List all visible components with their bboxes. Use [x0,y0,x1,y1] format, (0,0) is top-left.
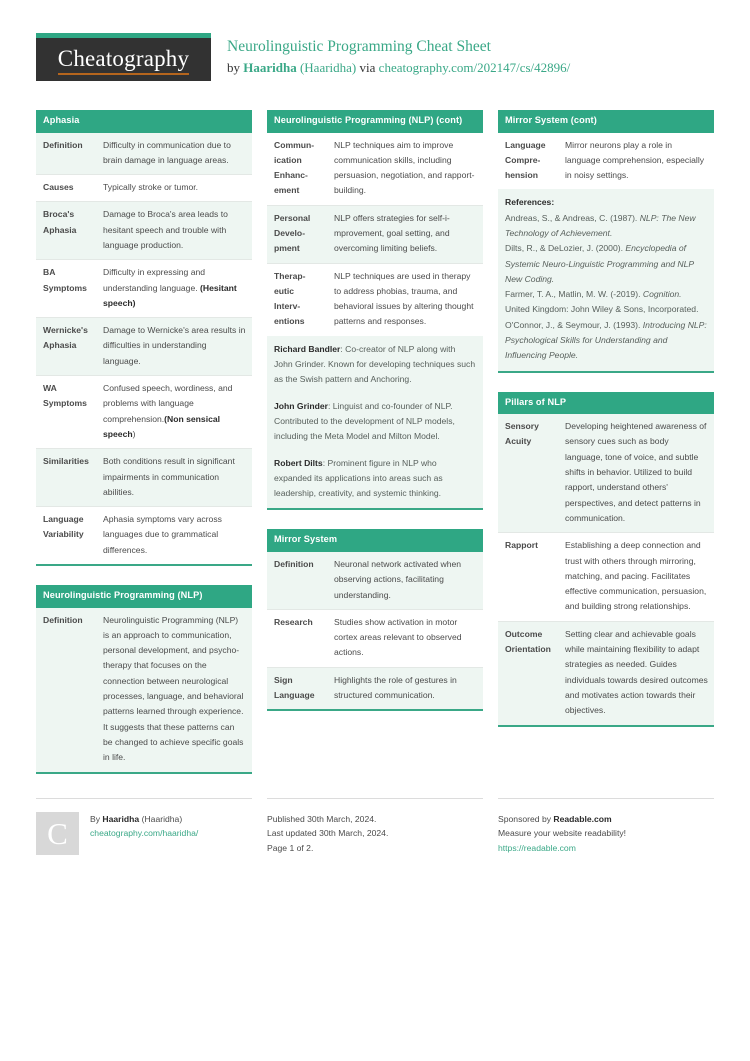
table-row [36,318,252,376]
author-line [90,812,198,827]
column-2 [267,110,483,730]
author-meta [90,812,198,842]
reference-tail: United Kingdom: John Wiley & Sons, Incorporated. [505,304,699,315]
table-mirror-system-cont [498,133,714,190]
block-title-pillars-of-nlp: Pillars of NLP [498,392,714,415]
row-value-suffix: ) [132,428,136,439]
author-block [36,812,252,855]
reference-authors: O'Connor, J., & Seymour, J. (1993). [505,319,643,330]
row-key: Language Variability [43,514,84,540]
table-nlp [36,608,252,772]
page-footer [0,793,750,856]
block-title-aphasia: Aphasia [36,110,252,133]
reference-title: Cognition. [642,289,682,300]
note-name: John Grinder [274,400,328,411]
note-item [274,456,476,502]
row-key: Therapeutic Interventions [274,270,306,327]
row-key: Sensory Acuity [498,414,558,533]
table-row [36,175,252,202]
row-key: WA Symptoms [36,376,96,449]
row-value: Both conditions result in significant impairments in communication abilities. [96,449,252,507]
row-value: Difficulty in communication due to brain damage in language areas. [96,133,252,175]
by-prefix: By [90,813,103,824]
table-mirror-system [267,552,483,709]
table-row [267,133,483,206]
table-row [36,133,252,175]
table-row [267,263,483,336]
column-1 [36,110,252,793]
row-key: Similarities [36,449,96,507]
reference-item [505,241,707,287]
row-value: Mirror neurons play a role in language comprehension, especially in noisy settings. [565,139,705,181]
row-key: Outcome Orientation [505,628,551,655]
table-row [36,507,252,564]
row-value: Damage to Broca's area leads to hesitant speech and trouble with language production. [96,202,252,260]
table-row [498,621,714,724]
block-mirror-system-cont [498,110,714,373]
row-value: Establishing a deep connection and trust with others through mirroring, matching, and pacing. Facilitates effective communication, persuasion, and building strong relationships. [558,533,714,621]
table-row [36,376,252,449]
row-value: Neuronal network activated when observing actions, facilitating understanding. [327,552,483,609]
via-text: via [356,59,379,75]
row-key: Definition [43,614,83,625]
row-value: Studies show activation in motor cortex areas relevant to observed actions. [327,609,483,667]
reference-item [505,318,707,364]
block-title-mirror-system-cont: Mirror System (cont) [498,110,714,133]
author-handle[interactable]: (Haaridha) [296,59,357,75]
row-value: Highlights the role of gestures in structured communication. [334,674,457,701]
row-value: Typically stroke or tumor. [96,175,252,202]
row-value: Neurolinguistic Programming (NLP) is an approach to communication, personal development, and psychotherapy that focuses on the connection between neurological processes, language, and behavioral patterns learned through experience. It suggests that these patterns can be changed to achieve specific goals in life. [103,614,244,763]
table-row [267,205,483,263]
block-aphasia [36,110,252,566]
table-row [36,202,252,260]
source-url-link[interactable]: cheatography.com/202147/cs/42896/ [378,59,571,75]
author-name[interactable]: Haaridha [243,59,297,75]
block-title-nlp: Neurolinguistic Programming (NLP) [36,585,252,608]
reference-title: Introducing NLP: Psychological Skills for Understanding and Influencing People. [505,319,707,361]
row-value-text: Difficulty in expressing and understanding language. [103,267,206,293]
published-date: Published 30th March, 2024. [267,813,377,824]
note-item [274,399,476,445]
row-value: Developing heightened awareness of sensory cues such as body language, tone of voice, and subtle shifts in behavior. Utilized to build rapport, understand others' perspectives, and detect patterns in communication. [558,414,714,533]
sponsor-prefix: Sponsored by [498,813,554,824]
row-value: Setting clear and achievable goals while maintaining flexibility to adapt strategies as needed. Guides individuals towards desired outcomes and motivates action towards their objectives. [565,628,708,716]
nlp-figures-notes [267,336,483,509]
table-row [498,414,714,533]
table-row [498,533,714,621]
footer-publish-column [267,798,483,856]
table-nlp-cont [267,133,483,336]
byline-prefix: by [227,59,244,75]
row-key: Definition [267,552,327,609]
sponsor-name: Readable.com [553,813,612,824]
footer-author-handle: (Haaridha) [139,813,183,824]
references-heading: References: [505,197,555,208]
note-item [274,342,476,388]
row-value: NLP techniques aim to improve communication skills, including persuasion, negotiation, and rapport-building. [327,133,483,206]
table-row [267,552,483,609]
sponsor-link[interactable]: https://readable.com [498,843,576,854]
page-number: Page 1 of 2. [267,843,314,854]
row-value-text: Confused speech, wordiness, and problems with language comprehension. [103,383,233,424]
note-text: : Co-creator of NLP along with John Grinder. Known for developing techniques such as the Swish pattern and Anchoring. [274,343,476,385]
table-row [36,608,252,772]
table-aphasia [36,133,252,565]
reference-item [505,211,707,242]
footer-author-name: Haaridha [102,813,140,824]
sponsor-tagline: Measure your website readability! [498,828,627,839]
table-row [36,449,252,507]
row-value-emphasis: (Hesitant speech) [103,282,237,308]
row-key: Research [267,609,327,667]
author-profile-link[interactable]: cheatography.com/haaridha/ [90,828,199,839]
row-value: NLP offers strategies for self-improvement, goal setting, and overcoming limiting beliefs. [327,205,483,263]
reference-authors: Dilts, R., & DeLozier, J. (2000). [505,243,626,254]
row-key: Wernicke's Aphasia [36,318,96,376]
row-value: Damage to Wernicke's area results in difficulties in understanding language. [96,318,252,376]
note-text: : Prominent figure in NLP who expanded its applications into areas such as leadership, creativity, and systemic thinking. [274,457,443,499]
page-header [0,0,750,75]
row-value [96,376,252,449]
logo-text: Cheatography [58,47,189,75]
reference-title: Encyclopedia of Systemic Neuro-Linguistic Programming and NLP New Coding. [505,243,694,284]
row-key: Sign Language [274,674,315,701]
avatar: C [36,812,79,855]
table-row [36,260,252,318]
table-row [267,667,483,709]
table-pillars-of-nlp [498,414,714,724]
row-key: Language Comprehension [505,139,546,181]
references-block [498,189,714,370]
reference-authors: Farmer, T. A., Matlin, M. W. (-2019). [505,289,643,300]
reference-authors: Andreas, S., & Andreas, C. (1987). [505,212,640,223]
publish-meta [267,812,483,856]
row-key: Definition [36,133,96,175]
byline [227,59,570,78]
row-key: Communication Enhancement [267,133,327,206]
row-value: Aphasia symptoms vary across languages due to grammatical differences. [103,514,222,555]
sponsor-line [498,812,714,827]
row-value [96,260,252,318]
block-pillars-of-nlp [498,392,714,727]
note-name: Robert Dilts [274,457,323,468]
title-block [211,33,570,78]
table-row [498,133,714,190]
row-key: Personal Development [267,205,327,263]
sponsor-meta [498,812,714,856]
block-title-mirror-system: Mirror System [267,529,483,552]
reference-item [505,287,707,318]
row-key: Causes [36,175,96,202]
block-mirror-system [267,529,483,711]
block-nlp-cont [267,110,483,510]
updated-date: Last updated 30th March, 2024. [267,828,389,839]
row-key: Rapport [498,533,558,621]
footer-sponsor-column [498,798,714,856]
column-3 [498,110,714,746]
note-name: Richard Bandler [274,343,341,354]
row-value-emphasis: (Non sensical speech [103,413,221,439]
block-nlp [36,585,252,773]
note-text: : Linguist and co-founder of NLP. Contributed to the development of NLP models, including the Meta Model and Milton Model. [274,400,455,442]
row-key: BA Symptoms [36,260,96,318]
cheatography-logo[interactable] [36,33,211,81]
footer-author-column [36,798,252,855]
content-columns [0,72,750,793]
row-value: NLP techniques are used in therapy to address phobias, trauma, and behavioral issues by altering thought patterns and responses. [334,270,474,327]
page-title: Neurolinguistic Programming Cheat Sheet [227,38,491,55]
reference-title: NLP: The New Technology of Achievement. [505,212,696,238]
block-title-nlp-cont: Neurolinguistic Programming (NLP) (cont) [267,110,483,133]
row-key: Broca's Aphasia [36,202,96,260]
table-row [267,609,483,667]
